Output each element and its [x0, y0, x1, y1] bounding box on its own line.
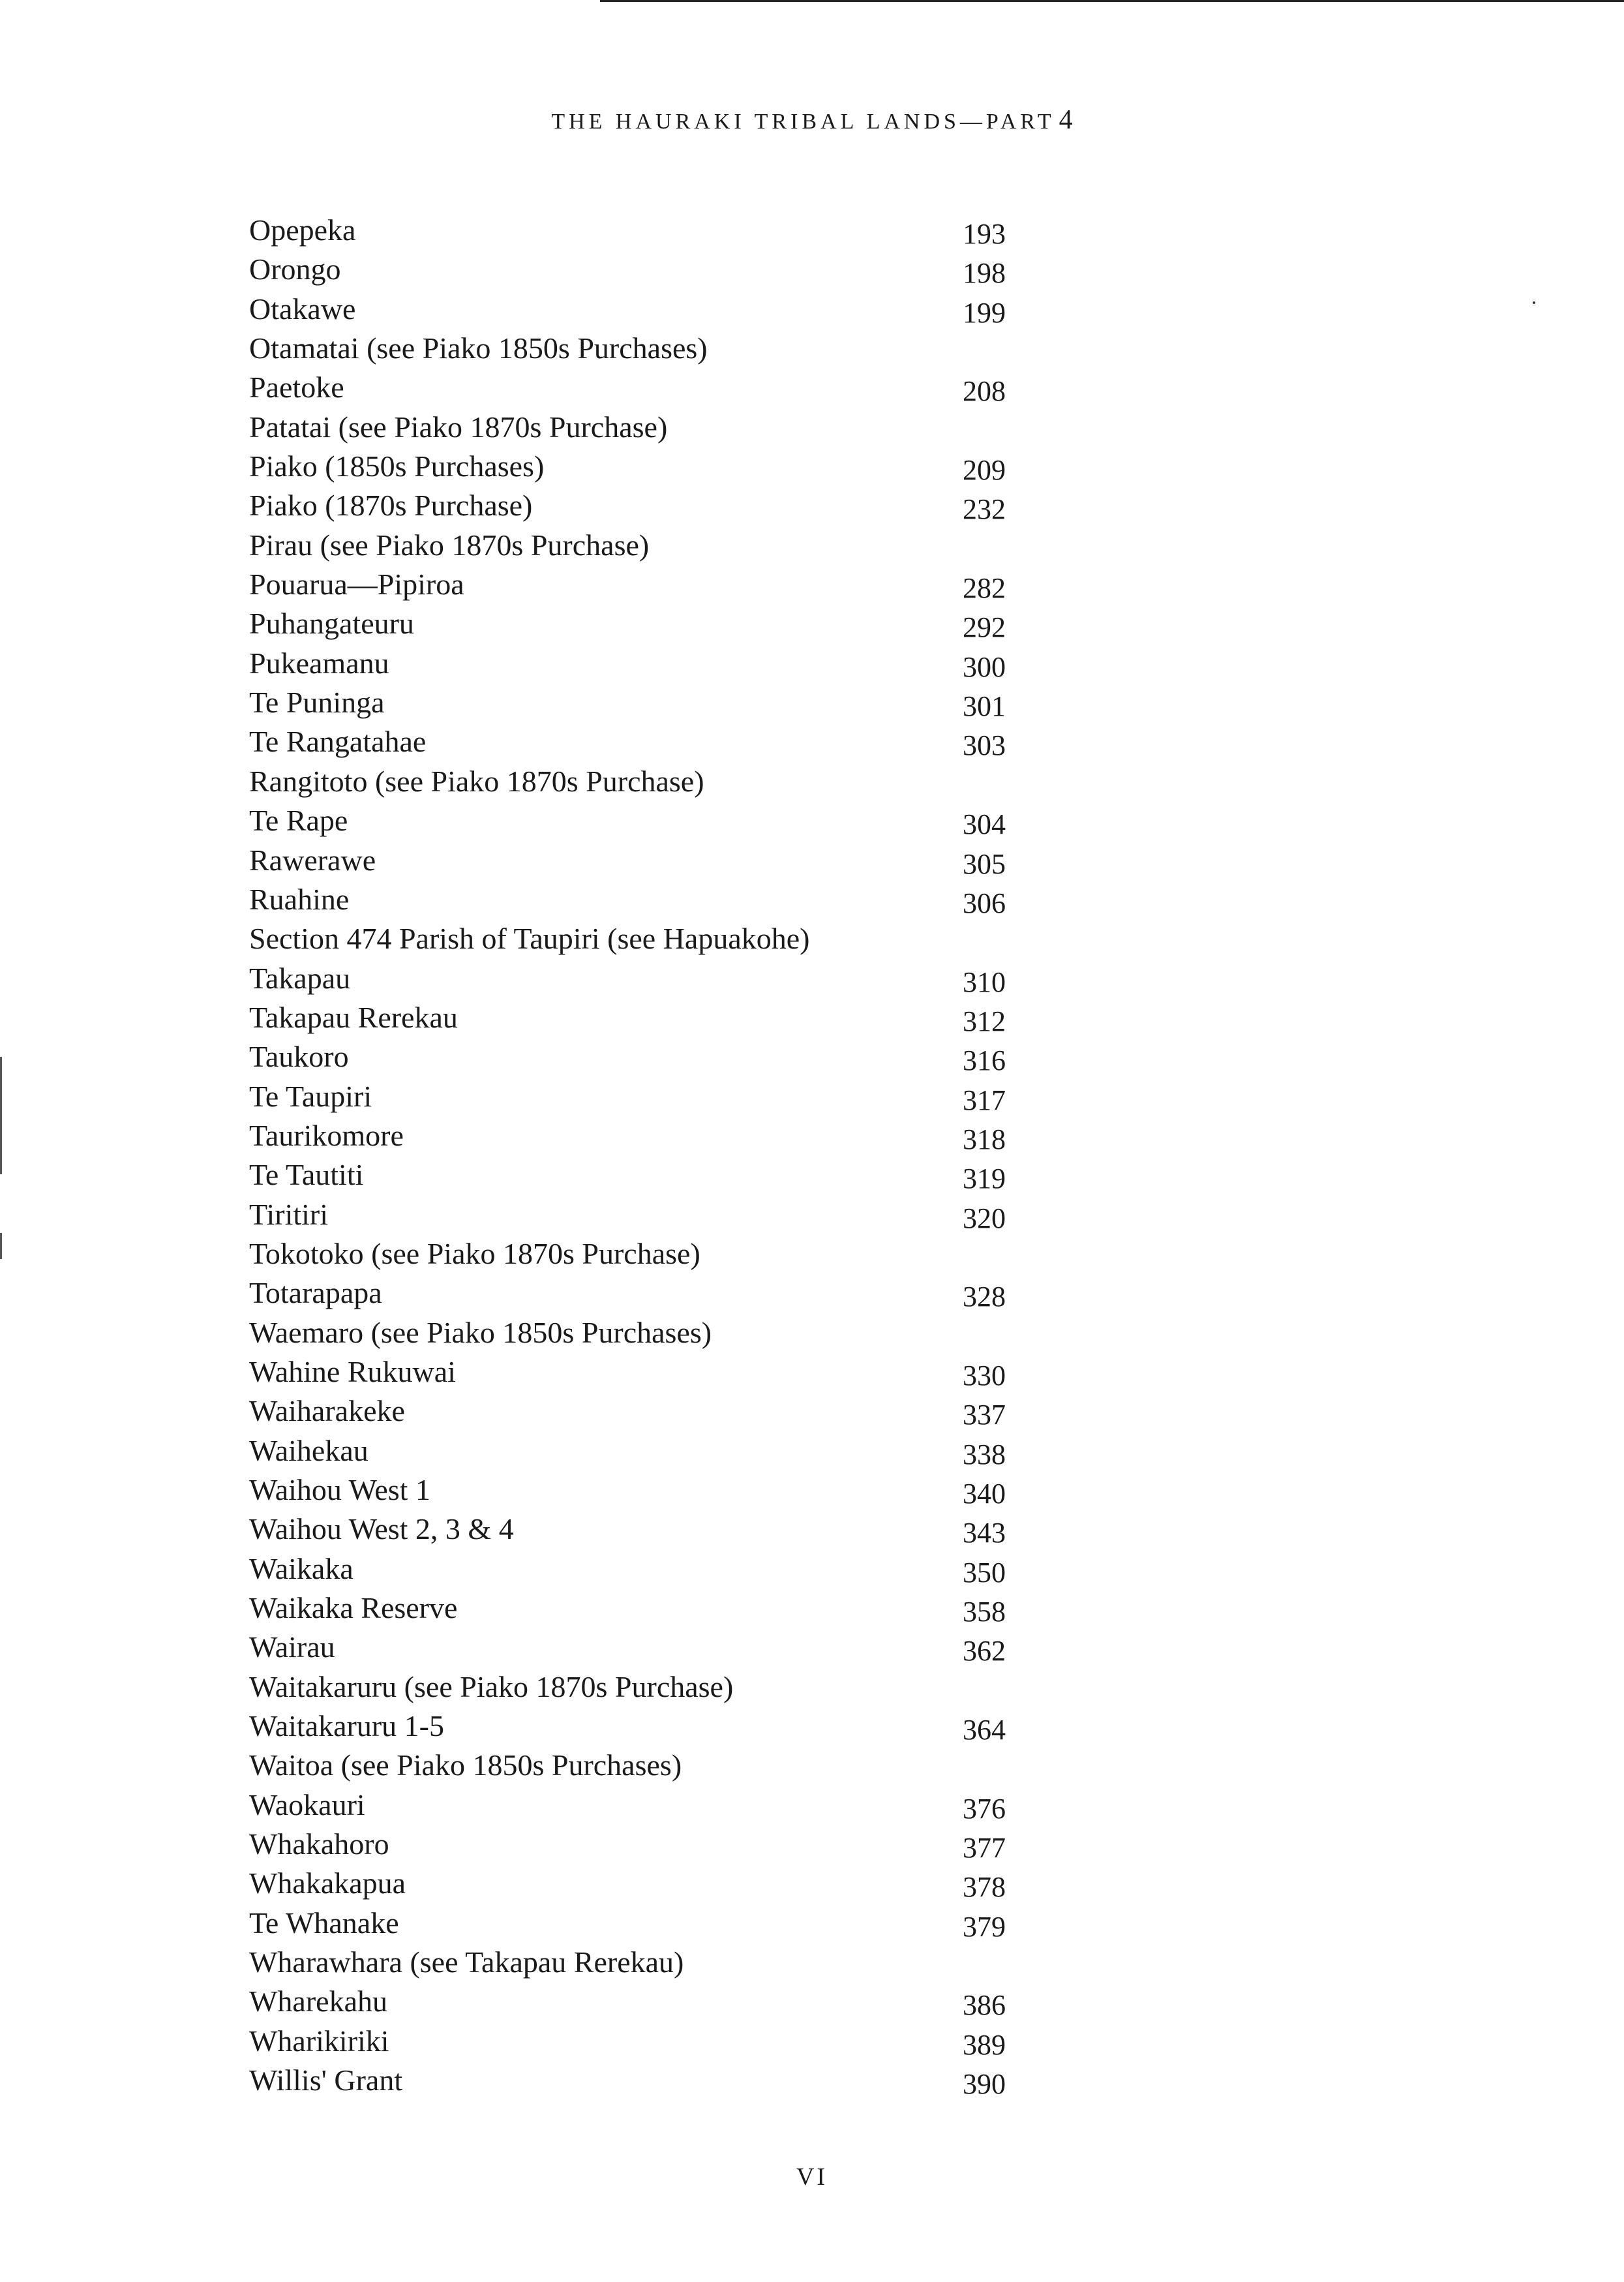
entry-page-number: 209: [963, 454, 1006, 487]
index-entry: [249, 1746, 1006, 1785]
entry-page-number: 282: [963, 572, 1006, 605]
entry-name: Otamatai (see Piako 1850s Purchases): [249, 331, 708, 365]
entry-name: Whakakapua: [249, 1866, 406, 1900]
index-entry: [249, 1470, 1006, 1510]
entry-page-number: 343: [963, 1517, 1006, 1549]
entry-name: Pirau (see Piako 1870s Purchase): [249, 528, 650, 562]
entry-name: Otakawe: [249, 292, 356, 326]
index-entry: [249, 329, 1006, 368]
index-entry: [249, 959, 1006, 998]
entry-name: Taurikomore: [249, 1118, 404, 1152]
index-entry: [249, 1825, 1006, 1864]
index-entry: [249, 762, 1006, 801]
entry-page-number: 193: [963, 218, 1006, 250]
top-rule: [600, 0, 1624, 2]
index-entry: [249, 1667, 1006, 1707]
index-entry: [249, 1431, 1006, 1470]
entry-name: Waihou West 2, 3 & 4: [249, 1512, 514, 1546]
entry-name: Orongo: [249, 252, 341, 286]
entry-page-number: 317: [963, 1084, 1006, 1116]
index-entry: [249, 1077, 1006, 1116]
index-entry: [249, 919, 1006, 958]
index-entry: [249, 1786, 1006, 1825]
index-entry: [249, 1628, 1006, 1667]
index-entry: [249, 486, 1006, 525]
entry-name: Tokotoko (see Piako 1870s Purchase): [249, 1236, 700, 1270]
index-entry: [249, 1195, 1006, 1234]
entry-page-number: 305: [963, 847, 1006, 880]
index-entry: [249, 1904, 1006, 1943]
entry-page-number: 292: [963, 611, 1006, 644]
index-entry: [249, 2061, 1006, 2100]
entry-page-number: 319: [963, 1163, 1006, 1195]
index-entry: [249, 290, 1006, 329]
index-entry: [249, 565, 1006, 604]
index-entry: [249, 841, 1006, 880]
entry-name: Pukeamanu: [249, 646, 389, 680]
entry-page-number: 301: [963, 690, 1006, 723]
entry-name: Pouarua—Pipiroa: [249, 568, 464, 601]
index-entry: [249, 1352, 1006, 1392]
scan-edge-mark: [0, 1233, 2, 1259]
entry-name: Waikaka Reserve: [249, 1591, 458, 1625]
index-entry: [249, 447, 1006, 486]
index-entry: [249, 998, 1006, 1037]
index-entry: [249, 1234, 1006, 1273]
index-entry: [249, 250, 1006, 289]
entry-name: Wharikiriki: [249, 2024, 389, 2058]
entry-name: Patatai (see Piako 1870s Purchase): [249, 410, 668, 444]
entry-page-number: 306: [963, 887, 1006, 919]
entry-name: Te Tautiti: [249, 1158, 364, 1192]
page-folio: VI: [796, 2163, 828, 2191]
index-entry: [249, 722, 1006, 761]
index-entry: [249, 880, 1006, 919]
entry-page-number: 377: [963, 1832, 1006, 1864]
entry-name: Rangitoto (see Piako 1870s Purchase): [249, 764, 704, 798]
entry-name: Ruahine: [249, 882, 350, 916]
entry-page-number: 379: [963, 1910, 1006, 1943]
entry-page-number: 378: [963, 1871, 1006, 1904]
entry-name: Section 474 Parish of Taupiri (see Hapuakohe): [249, 922, 810, 956]
entry-name: Wahine Rukuwai: [249, 1354, 456, 1388]
entry-name: Te Taupiri: [249, 1079, 372, 1113]
index-entry: [249, 1313, 1006, 1352]
entry-page-number: 199: [963, 296, 1006, 329]
index-entry: [249, 1155, 1006, 1194]
entry-name: Waitakaruru (see Piako 1870s Purchase): [249, 1669, 734, 1703]
entry-page-number: 362: [963, 1635, 1006, 1667]
entry-page-number: 303: [963, 729, 1006, 762]
index-entry: [249, 526, 1006, 565]
entry-page-number: 338: [963, 1438, 1006, 1470]
entry-name: Taukoro: [249, 1040, 349, 1074]
entry-name: Puhangateuru: [249, 607, 414, 641]
entry-name: Te Rape: [249, 804, 348, 838]
entry-page-number: 350: [963, 1556, 1006, 1589]
entry-name: Waihekau: [249, 1433, 368, 1467]
entry-page-number: 386: [963, 1989, 1006, 2022]
index-entry: [249, 1864, 1006, 1903]
entry-page-number: 330: [963, 1359, 1006, 1392]
entry-name: Wairau: [249, 1630, 335, 1664]
entry-name: Totarapapa: [249, 1276, 382, 1310]
index-entry: [249, 1549, 1006, 1589]
scan-speck: [1533, 301, 1535, 304]
index-list: [249, 211, 1006, 2101]
entry-page-number: 232: [963, 493, 1006, 526]
entry-page-number: 340: [963, 1478, 1006, 1510]
entry-name: Te Rangatahae: [249, 725, 427, 759]
part-number: 4: [1059, 105, 1073, 135]
entry-page-number: 198: [963, 257, 1006, 290]
entry-name: Takapau: [249, 961, 351, 995]
entry-name: Opepeka: [249, 213, 356, 247]
entry-page-number: 316: [963, 1044, 1006, 1077]
entry-page-number: 389: [963, 2028, 1006, 2061]
entry-name: Tiritiri: [249, 1197, 329, 1231]
entry-name: Takapau Rerekau: [249, 1000, 458, 1034]
entry-page-number: 312: [963, 1005, 1006, 1037]
index-entry: [249, 1707, 1006, 1746]
scan-edge-mark: [0, 1057, 2, 1174]
index-entry: [249, 683, 1006, 722]
index-entry: [249, 211, 1006, 250]
entry-name: Wharawhara (see Takapau Rerekau): [249, 1945, 684, 1979]
entry-name: Waiharakeke: [249, 1394, 405, 1428]
entry-name: Piako (1850s Purchases): [249, 449, 545, 483]
entry-name: Waitakaruru 1-5: [249, 1709, 444, 1743]
entry-page-number: 358: [963, 1596, 1006, 1628]
running-title: THE HAURAKI TRIBAL LANDS—PART: [551, 110, 1055, 134]
entry-name: Wharekahu: [249, 1985, 387, 2018]
index-entry: [249, 1943, 1006, 1982]
entry-page-number: 300: [963, 650, 1006, 683]
running-head: [0, 104, 1624, 136]
index-entry: [249, 368, 1006, 407]
entry-page-number: 208: [963, 375, 1006, 408]
entry-name: Te Puninga: [249, 686, 385, 720]
index-entry: [249, 1116, 1006, 1155]
entry-page-number: 320: [963, 1202, 1006, 1234]
index-entry: [249, 1510, 1006, 1549]
entry-page-number: 318: [963, 1123, 1006, 1155]
entry-name: Whakahoro: [249, 1827, 389, 1861]
index-entry: [249, 1982, 1006, 2021]
entry-name: Piako (1870s Purchase): [249, 489, 533, 523]
entry-page-number: 376: [963, 1792, 1006, 1825]
index-entry: [249, 801, 1006, 840]
entry-name: Waitoa (see Piako 1850s Purchases): [249, 1748, 682, 1782]
index-entry: [249, 408, 1006, 447]
index-entry: [249, 1273, 1006, 1313]
index-entry: [249, 1037, 1006, 1076]
index-entry: [249, 2022, 1006, 2061]
entry-name: Waemaro (see Piako 1850s Purchases): [249, 1315, 712, 1349]
index-entry: [249, 644, 1006, 683]
entry-name: Paetoke: [249, 371, 344, 404]
index-entry: [249, 604, 1006, 643]
entry-page-number: 390: [963, 2068, 1006, 2101]
entry-name: Rawerawe: [249, 843, 376, 877]
entry-page-number: 328: [963, 1281, 1006, 1313]
entry-name: Waihou West 1: [249, 1473, 430, 1506]
entry-page-number: 304: [963, 808, 1006, 841]
entry-page-number: 337: [963, 1399, 1006, 1431]
entry-page-number: 310: [963, 966, 1006, 998]
entry-name: Waikaka: [249, 1551, 353, 1585]
entry-name: Waokauri: [249, 1788, 365, 1821]
index-entry: [249, 1392, 1006, 1431]
entry-name: Willis' Grant: [249, 2063, 403, 2097]
index-entry: [249, 1589, 1006, 1628]
entry-page-number: 364: [963, 1714, 1006, 1746]
entry-name: Te Whanake: [249, 1906, 399, 1940]
